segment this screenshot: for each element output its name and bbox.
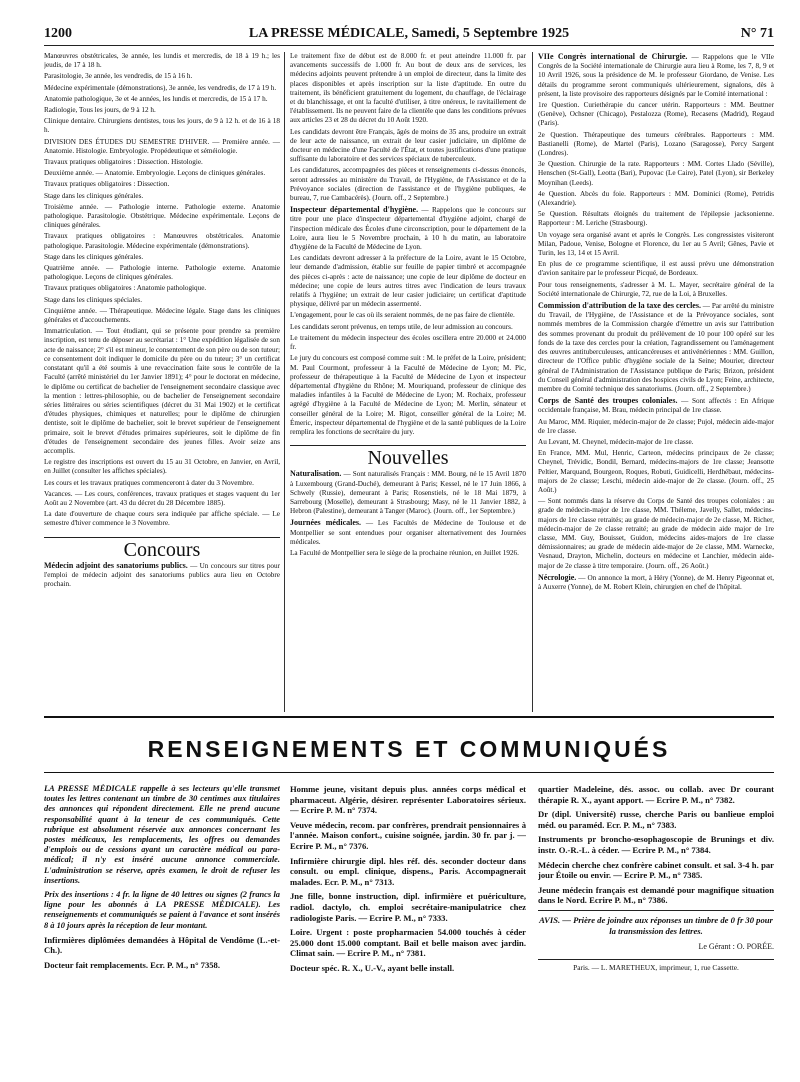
paragraph	[290, 518, 526, 547]
subheading: Nécrologie.	[538, 572, 577, 582]
paragraph-text: — Rappelons que le concours sur titre pour une place d'inspecteur départemental d'hygiène adjoint, chargé de l'inspection médicale des Écoles d'une circonscription, pour le département de la Loire, aura lieu le 5 Novembre prochain, à 10 h du matin, au laboratoire d'hygiène de la Faculté de Médecine de Lyon.	[290, 206, 526, 252]
paragraph: Travaux pratiques obligatoires : Anatomie pathologique.	[44, 284, 207, 293]
paragraph: Anatomie pathologique, 3e et 4e années, les lundis et mercredis, de 15 à 17 h.	[44, 94, 268, 103]
paragraph-text: — Par arrêté du ministre du Travail, de l'Hygiène, de l'Assistance et de la Prévoyance sociales, sont nommés membres de la Commission chargée d'émettre un avis sur l'attribution des sommes provenant du produit du prélèvement de 10 pour 100 opéré sur les fonds de la taxe des cercles pour la création, l'agrandissement ou l'aménagement des œuvres antituberculeuses, anticancéreuses et antivénériennes : MM. Guillon, directeur de l'Office public d'hygiène sociale de la Seine; Mourier, directeur général de l'Administration de l'Assistance publique de Paris; Brizon, président du Conseil général d'administration des hospices civils de Lyon; Feine, architecte, membre du Comité technique des sanatoriums. (Journ. off., 2 Septembre.)	[538, 302, 774, 393]
section-title-concours: Concours	[44, 537, 280, 555]
banner-rule	[44, 772, 774, 773]
paragraph	[538, 396, 774, 415]
paragraph: Les candidats devront être Français, âgés de moins de 35 ans, produire un extrait de leur acte de naissance, un extrait de leur casier judiciaire, un diplôme de docteur en médecine d'une Faculté de l'État, et toutes justifications d'une pratique suffisante du laboratoire et des services spéciaux de tuberculeux.	[290, 127, 526, 164]
paragraph-text: — Rappelons que le VIIe Congrès de la Société internationale de Chirurgie aura lieu à Rome, les 7, 8, 9 et 10 Avril 1926, sous la présidence de M. le professeur Giordano, de Venise. Les détails du programme seront communiqués ultérieurement, signalons, dès à présent, la liste provisoire des rapporteurs désignés par le Comité international :	[538, 53, 774, 98]
ads-column-3	[538, 784, 774, 1074]
paragraph: Deuxième année. — Anatomie. Embryologie. Leçons de cliniques générales.	[44, 169, 266, 178]
classified-ad: Loire. Urgent : poste propharmacien 54.000 touchés à céder 25.000 dont 15.000 comptant. Bail et belle maison avec jardin. Climat sain. — Ecrire P. M., n° 7381.	[290, 927, 526, 959]
paragraph: Clinique dentaire. Chirurgiens dentistes, tous les jours, de 9 à 12 h. et de 16 à 18 h.	[44, 117, 280, 135]
paragraph: 3e Question. Chirurgie de la rate. Rapporteurs : MM. Cortes Llado (Séville), Henschen (St-Gall), Leotta (Bari), Pupovac (Le Caire), Patel (Lyon), sir Berkeley Moynihan (Leeds).	[538, 160, 774, 187]
classified-ad: Infirmière chirurgie dipl. hles réf. dés. seconder docteur dans consult. ou empl. clinique, dispens., Paris. Accompagnerait malades. Ecr. P. M., n° 7313.	[290, 855, 526, 887]
paragraph: 1re Question. Curiethérapie du cancer utérin. Rapporteurs : MM. Beuttner (Genève), Ochsner (Chicago), Pestalozza (Rome), Recasens (Madrid), Regaud (Paris).	[538, 101, 774, 128]
paragraph: Manœuvres obstétricales, 3e année, les lundis et mercredis, de 18 à 19 h.; les jeudis, de 17 à 18 h.	[44, 52, 280, 70]
column-3	[538, 52, 774, 710]
printer-imprint: Paris. — L. MARETHEUX, imprimeur, 1, rue Cassette.	[538, 959, 774, 974]
banner-title: RENSEIGNEMENTS ET COMMUNIQUÉS	[147, 736, 671, 762]
paragraph-text: — Les Facultés de Médecine de Toulouse et de Montpellier se sont entendues pour organiser alternativement des Journées médicales.	[290, 519, 526, 546]
paragraph-text: — Sont affectés : En Afrique occidentale française, M. Brau, médecin principal de 1re classe.	[538, 397, 774, 415]
paragraph: Travaux pratiques obligatoires : Manœuvres obstétricales. Anatomie pathologique. Parasitologie. Médecine expérimentale (démonstrations).	[44, 232, 280, 250]
subheading: Médecin adjoint des sanatoriums publics.	[44, 560, 188, 570]
paragraph: Médecine expérimentale (démonstrations), 3e année, les vendredis, de 17 à 19 h.	[44, 83, 277, 92]
subheading: Naturalisation.	[290, 469, 342, 479]
page-header	[44, 22, 774, 46]
paragraph: — Sont nommés dans la réserve du Corps de Santé des troupes coloniales : au grade de médecin-major de 1re classe, MM. Théleme, Javelly, Sallet, médecins-majors de 1re classe retraités; au grade de médecin-major de 2e classe, M. Richer, médecin-major de 2e classe retraité; au grade de médecin aide major de 1re classe, MM. Guy, Bouisset, Guidon, médecins aides-majors de 1re classe démissionnaires; au grade de médecin aide-major de 2e classe, MM. Warnecke, Vesnaud, Drayton, Michelin, docteurs en médecine et Lanchier, médecin aide-major de 2e classe à titre temporaire. (Journ. off., 26 Août.)	[538, 497, 774, 570]
paragraph: Troisième année. — Pathologie interne. Pathologie externe. Anatomie pathologique. Parasitologie. Obstétrique. Médecine expérimentale. Leçons de cliniques générales.	[44, 202, 280, 230]
paragraph: Le traitement fixe de début est de 8.000 fr. et peut atteindre 11.000 fr. par avancements successifs de 1.000 fr. Au bout de deux ans de services, les médecins adjoints peuvent prétendre à un emploi de directeur, dans la limite des places disponibles et après inscription sur la liste d'aptitude. En outre du traitement, ils bénéficient gratuitement du logement, du chauffage, de l'éclairage et du blanchissage, et ont la faculté d'utiliser, à titre onéreux, le ravitaillement de l'établissement. Ils ne peuvent faire de la clientèle que dans les conditions prévues aux articles 23 et 28 du décret du 10 Août 1920.	[290, 52, 526, 125]
paragraph: Stage dans les cliniques spéciales.	[44, 295, 143, 304]
column-rule	[532, 52, 533, 712]
paragraph	[290, 469, 526, 516]
column-rule	[284, 52, 285, 712]
paragraph: Quatrième année. — Pathologie interne. Pathologie externe. Anatomie pathologique. Leçons de cliniques générales.	[44, 264, 280, 282]
column-2	[290, 52, 526, 710]
paragraph: Les candidatures, accompagnées des pièces et renseignements ci-dessus énoncés, seront adressées au ministère du Travail, de l'Hygiène, de l'Assistance et de la Prévoyance sociales (direction de l'assistance et de l'hygiène publiques, 4e bureau, 7, rue Cambacérès). (Journ. off., 2 Septembre.)	[290, 166, 526, 203]
page-number: 1200	[44, 26, 72, 41]
paragraph: Cinquième année. — Thérapeutique. Médecine légale. Stage dans les cliniques générales et d'accouchements.	[44, 306, 280, 325]
paragraph: Les candidats devront adresser à la préfecture de la Loire, avant le 15 Octobre, leur demande d'admission, établie sur feuille de papier timbré et accompagnée des pièces ci-après : acte de naissance; une copie de leur diplôme de docteur en médecine; une copie de leurs autres titres avec l'indication de leurs travaux relatifs à l'hygiène; un extrait de leur casier judiciaire; un certificat d'aptitude physique, délivré par un médecin assermenté.	[290, 254, 526, 309]
paragraph: Au Levant, M. Cheynel, médecin-major de 1re classe.	[538, 437, 694, 446]
paragraph: Le registre des inscriptions est ouvert du 15 au 31 Octobre, en Janvier, en Avril, en Juillet (consulter les affiches spéciales).	[44, 458, 280, 476]
subheading: Corps de Santé des troupes coloniales.	[538, 396, 678, 406]
classified-ad: Infirmières diplômées demandées à Hôpital de Vendôme (L.-et-Ch.).	[44, 934, 280, 956]
paragraph: L'engagement, pour le cas où ils seraient nommés, de ne pas faire de clientèle.	[290, 311, 515, 320]
paragraph: Les cours et les travaux pratiques commenceront à dater du 3 Novembre.	[44, 478, 254, 487]
paragraph: Stage dans les cliniques générales.	[44, 252, 144, 261]
ads-column-2	[290, 784, 526, 1074]
paragraph: En plus de ce programme scientifique, il est aussi prévu une démonstration d'avion sanitaire par le professeur Picqué, de Bordeaux.	[538, 260, 774, 278]
gerant-signature: Le Gérant : O. PORÉE.	[698, 942, 774, 952]
paragraph: Les candidats seront prévenus, en temps utile, de leur admission au concours.	[290, 322, 513, 331]
paragraph: La Faculté de Montpellier sera le siège de la prochaine réunion, en Juillet 1926.	[290, 548, 519, 557]
paragraph: Pour tous renseignements, s'adresser à M. L. Mayer, secrétaire général de la Société internationale de Chirurgie, 72, rue de la Loi, à Bruxelles.	[538, 280, 774, 298]
paragraph	[290, 205, 526, 252]
paragraph	[538, 52, 774, 99]
paragraph: 4e Question. Abcès du foie. Rapporteurs : MM. Dominici (Rome), Petridis (Alexandrie).	[538, 189, 774, 208]
paragraph	[44, 561, 280, 590]
paragraph-text: — On annonce la mort, à Héry (Yonne), de M. Henry Pigeonnat et, à Auxerre (Yonne), de M. Robert Klein, chirurgien en chef de l'hôpital.	[538, 573, 774, 591]
classified-ad: Dr (dipl. Université) russe, cherche Paris ou banlieue emploi méd. ou paraméd. Ecr. P. M., n° 7383.	[538, 809, 774, 830]
classified-ad: Médecin cherche chez confrère cabinet consult. et sal. 3-4 h. par jour Étoile ou envir. — Ecrire P. M., n° 7385.	[538, 859, 774, 881]
ads-notice: LA PRESSE MÉDICALE rappelle à ses lecteurs qu'elle transmet toutes les lettres contenant un timbre de 30 centimes aux titulaires des annonces qui répondent directement. Elle ne prend aucune responsabilité quant à la teneur de ces communiqués. Cette rubrique est absolument réservée aux annonces concernant les postes médicaux, les remplacements, les offres ou demandes d'emplois ou de cessions ayant un caractère médical ou para-médical; il n'y est inséré aucune annonce commerciale. L'administration se réserve, après examen, le droit de refuser les insertions.	[44, 784, 280, 885]
paragraph: Le traitement du médecin inspecteur des écoles oscillera entre 20.000 et 24.000 fr.	[290, 333, 526, 352]
paragraph-text: — Un concours sur titres pour l'emploi de médecin adjoint des sanatoriums publics aura lieu en Octobre prochain.	[44, 561, 280, 589]
paragraph: Vacances. — Les cours, conférences, travaux pratiques et stages vaquent du 1er Août au 2 Novembre (art. 43 du décret du 28 Décembre 1885).	[44, 489, 280, 507]
paragraph	[538, 301, 774, 394]
journal-title: LA PRESSE MÉDICALE, Samedi, 5 Septembre 1925	[248, 26, 570, 41]
classified-ad: Jne fille, bonne instruction, dipl. infirmière et puériculture, radiol. dactylo, ch. emploi secrétaire-manipulatrice chez radiologiste Paris. — Ecrire P. M., n° 7333.	[290, 891, 526, 923]
classified-ad: Docteur spéc. R. X., U.-V., ayant belle install.	[290, 962, 455, 973]
classified-ad: Jeune médecin français est demandé pour magnifique situation dans le Nord. Ecrire P. M., n° 7386.	[538, 884, 774, 906]
paragraph: Stage dans les cliniques générales.	[44, 191, 144, 200]
ads-column-1	[44, 784, 280, 1074]
column-1	[44, 52, 280, 710]
paragraph: Le jury du concours est composé comme suit : M. le préfet de la Loire, président; M. Paul Courmont, professeur à la Faculté de Médecine de Lyon; M. Pic, professeur de thérapeutique à la Faculté de Médecine de Lyon et inspecteur départemental d'hygiène du Rhône; M. Mouriquand, professeur de clinique des maladies infantiles à la Faculté de Médecine de Lyon; M. Rochaix, professeur agrégé d'hygiène à la Faculté de Médecine de Lyon; M. Merlin, sénateur et conseiller général de la Loire; M. Rigot, conseiller général de la Loire; M. Émeric, inspecteur départemental de l'hygiène et de la santé publiques de la Loire remplira les fonctions de secrétaire du jury.	[290, 354, 526, 436]
paragraph: 2e Question. Thérapeutique des tumeurs cérébrales. Rapporteurs : MM. Bastianelli (Rome), de Martel (Paris), Lozano (Saragosse), Percy Sargent (Londres).	[538, 130, 774, 158]
classified-ad: Homme jeune, visitant depuis plus. années corps médical et pharmaceut. Algérie, désirer. représenter Laboratoires sérieux. — Ecrire P. M. n° 7374.	[290, 784, 526, 816]
classified-ad: Docteur fait remplacements. Ecr. P. M., n° 7358.	[44, 960, 220, 971]
issue-number: N° 71	[740, 26, 774, 41]
paragraph	[538, 573, 774, 592]
paragraph: DIVISION DES ÉTUDES DU SEMESTRE D'HIVER. — Première année. — Anatomie. Histologie. Embryologie. Propédeutique et séméiologie.	[44, 137, 280, 155]
classified-ad: quartier Madeleine, dés. assoc. ou collab. avec Dr courant thérapie R. X., ayant apport. — Ecrire P. M., n° 7382.	[538, 784, 774, 805]
paragraph: Travaux pratiques obligatoires : Dissection.	[44, 180, 170, 189]
paragraph: Immatriculation. — Tout étudiant, qui se présente pour prendre sa première inscription, est tenu de déposer au secrétariat : 1° Une expédition légalisée de son acte de naissance; 2° s'il est mineur, le consentement de son père ou de son tuteur; ce consentement doit indiquer le domicile du père ou du tuteur; 3° un certificat constatant qu'il a été soumis à une revaccination faite sous le contrôle de la Faculté (arrêté ministériel du 1er Janvier 1891); 4° pour le doctorat en médecine, le diplôme ou certificat de bachelier de l'enseignement secondaire classique avec la mention : lettres-philosophie, ou de bachelier de l'enseignement secondaire séries littéraires ou séries scientifiques (décret du 31 Mai 1902) et le certificat d'études physiques, chimiques et naturelles; pour le diplôme de chirurgien dentiste, soit le diplôme de bachelier, soit le brevet supérieur de l'enseignement primaire, soit le brevet d'études primaires supérieures, soit le diplôme de fin d'études de l'enseignement secondaire des jeunes filles. Avoir seize ans accomplis.	[44, 327, 280, 455]
subheading: Commission d'attribution de la taxe des cercles.	[538, 301, 701, 311]
subheading: Inspecteur départemental d'hygiène.	[290, 205, 419, 215]
subheading: Journées médicales.	[290, 518, 362, 528]
classified-ad: Instruments pr broncho-œsophagoscopie de Brunings et div. instr. O.-R.-L. à céder. — Ecrire P. M., n° 7384.	[538, 834, 774, 855]
paragraph: Radiologie, Tous les jours, de 9 à 12 h.	[44, 106, 156, 115]
paragraph: La date d'ouverture de chaque cours sera indiquée par affiche spéciale. — Le semestre d'hiver commence le 3 Novembre.	[44, 510, 280, 528]
avis-notice: AVIS. — Prière de joindre aux réponses un timbre de 0 fr 30 pour la transmission des lettres.	[538, 910, 774, 936]
paragraph: Au Maroc, MM. Riquier, médecin-major de 2e classe; Pujol, médecin aide-major de 1re classe.	[538, 417, 774, 435]
section-banner	[44, 716, 774, 778]
paragraph-text: — Sont naturalisés Français : MM. Bourg, né le 15 Avril 1870 à Luxembourg (Grand-Duché), demeurant à Paris; Kessel, né le 17 Juin 1866, à Schwely (Russie), demeurant à Paris; Rosenstiels, né le 18 Mai 1879, à Sarrebourg (Moselle), demeurant à Strasbourg; Masy, né le 11 Janvier 1882, à Hebron (Palestine), demeurant à Tanger (Maroc). (Journ. off., 1er Septembre.)	[290, 470, 526, 516]
paragraph: Un voyage sera organisé avant et après le Congrès. Les congressistes visiteront Milan, Padoue, Venise, Bologne et Florence, du 1er au 5 Avril; Gênes, Pavie et Turin, les 13, 14 et 15 Avril.	[538, 230, 774, 258]
section-title-nouvelles: Nouvelles	[290, 445, 526, 463]
ads-prices: Prix des insertions : 4 fr. la ligne de 40 lettres ou signes (2 francs la ligne pour les abonnés à LA PRESSE MÉDICALE). Les renseignements et communiqués se paient à l'avance et sont insérés 8 à 10 jours après la réception de leur montant.	[44, 890, 280, 930]
paragraph: 5e Question. Résultats éloignés du traitement de l'épilepsie jacksonienne. Rapporteur : M. Leriche (Strasbourg).	[538, 210, 774, 228]
paragraph: Parasitologie, 3e année, les vendredis, de 15 à 16 h.	[44, 72, 193, 81]
classified-ad: Veuve médecin, recom. par confrères, prendrait pensionnaires à l'année. Maison confort., cuisine soignée, jardin. 30 fr. par j. — Ecrire P. M., n° 7376.	[290, 819, 526, 851]
paragraph: Travaux pratiques obligatoires : Dissection. Histologie.	[44, 158, 203, 167]
paragraph: En France, MM. Mul, Henric, Carteon, médecins principaux de 2e classe; Cheynel, Trévidic, Bondil, Bernard, médecins-majors de 1re classe; Jeansotte Peltier, Marquand, Bourgeon, Roques, Robuti, Guidicelli, Herdhébaut, médecins-majors de 2e classe; Leschi, médecin aide-major de 2e classe. (Journ. off., 25 Août.)	[538, 449, 774, 494]
subheading: VIIe Congrès international de Chirurgie.	[538, 52, 688, 61]
